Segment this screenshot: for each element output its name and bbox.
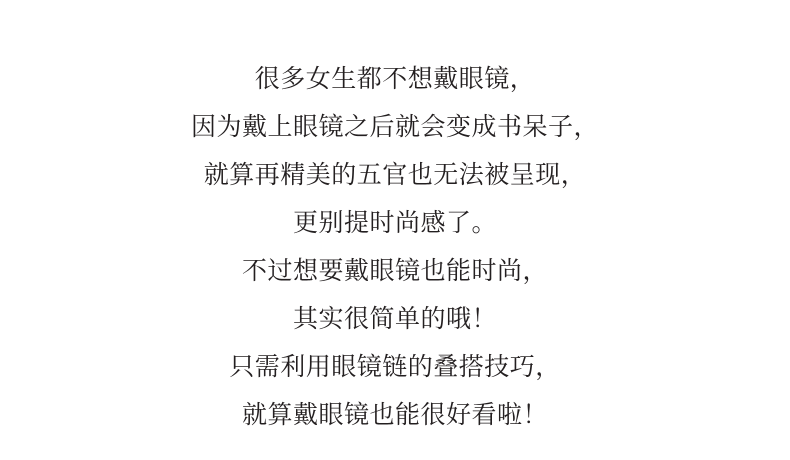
text-line: 只需利用眼镜链的叠搭技巧， (229, 352, 561, 381)
text-line: 很多女生都不想戴眼镜， (254, 64, 536, 93)
text-line: 其实很简单的哦！ (292, 304, 497, 333)
text-line: 因为戴上眼镜之后就会变成书呆子， (190, 112, 599, 141)
text-line: 更别提时尚感了。 (292, 208, 497, 237)
text-line: 不过想要戴眼镜也能时尚， (241, 256, 548, 285)
paragraph-block (0, 55, 790, 439)
text-line: 就算再精美的五官也无法被呈现， (203, 160, 587, 189)
text-line: 就算戴眼镜也能很好看啦！ (241, 400, 548, 429)
